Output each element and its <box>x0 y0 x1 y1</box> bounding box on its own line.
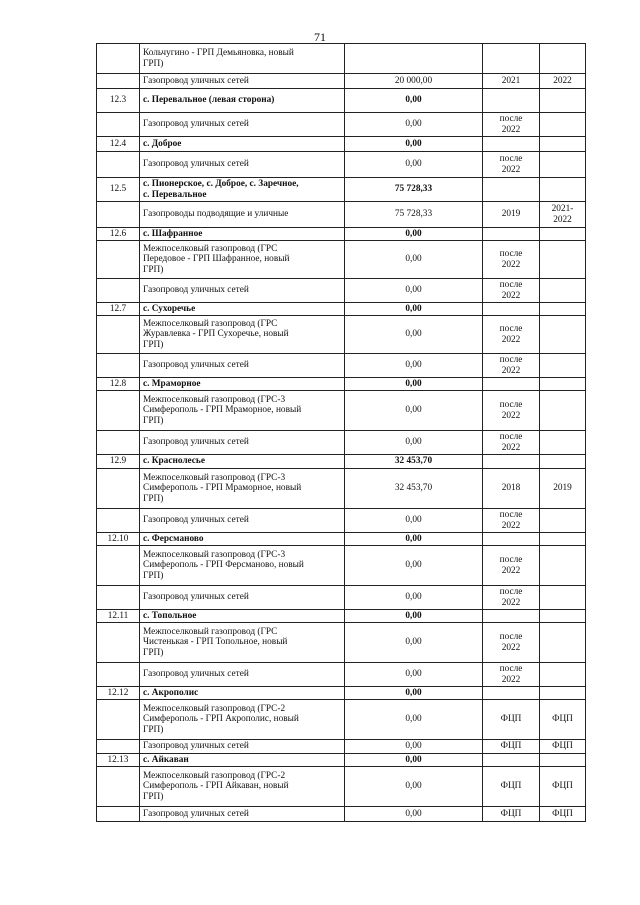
row-name: Газопровод уличных сетей <box>140 663 345 687</box>
row-end-year <box>540 354 586 378</box>
row-number <box>97 431 140 455</box>
row-number <box>97 241 140 279</box>
row-amount: 0,00 <box>345 152 483 178</box>
row-end-year: 2022 <box>540 74 586 89</box>
row-number <box>97 113 140 137</box>
row-end-year <box>540 378 586 391</box>
row-name: Межпоселковый газопровод (ГРС-3 Симферополь - ГРП Мраморное, новый ГРП) <box>140 391 345 431</box>
row-start-year: после 2022 <box>483 431 540 455</box>
row-end-year <box>540 89 586 113</box>
row-end-year: ФЦП <box>540 807 586 822</box>
row-number: 12.10 <box>97 533 140 546</box>
row-start-year: после 2022 <box>483 152 540 178</box>
row-start-year <box>483 303 540 316</box>
table-row <box>97 767 586 807</box>
row-amount: 75 728,33 <box>345 178 483 202</box>
row-start-year <box>483 610 540 623</box>
row-end-year <box>540 44 586 74</box>
row-end-year <box>540 137 586 152</box>
row-end-year: 2019 <box>540 469 586 509</box>
row-name: с. Доброе <box>140 137 345 152</box>
row-number: 12.13 <box>97 754 140 767</box>
table-row <box>97 469 586 509</box>
row-name: Межпоселковый газопровод (ГРС Передовое - ГРП Шафранное, новый ГРП) <box>140 241 345 279</box>
row-amount: 0,00 <box>345 509 483 533</box>
row-amount: 0,00 <box>345 533 483 546</box>
table-row <box>97 113 586 137</box>
row-amount: 0,00 <box>345 241 483 279</box>
table-row <box>97 700 586 740</box>
section-row <box>97 178 586 202</box>
row-name: с. Сухоречье <box>140 303 345 316</box>
row-amount: 20 000,00 <box>345 74 483 89</box>
row-amount: 0,00 <box>345 391 483 431</box>
row-number <box>97 469 140 509</box>
section-row <box>97 687 586 700</box>
page-number: 71 <box>314 30 326 44</box>
row-number: 12.7 <box>97 303 140 316</box>
row-amount: 0,00 <box>345 754 483 767</box>
row-amount: 0,00 <box>345 586 483 610</box>
row-end-year <box>540 316 586 354</box>
row-name: Межпоселковый газопровод (ГРС-2 Симферополь - ГРП Айкаван, новый ГРП) <box>140 767 345 807</box>
row-end-year <box>540 754 586 767</box>
section-row <box>97 610 586 623</box>
row-amount: 0,00 <box>345 431 483 455</box>
row-start-year <box>483 89 540 113</box>
section-row <box>97 455 586 469</box>
section-row <box>97 137 586 152</box>
row-amount: 0,00 <box>345 279 483 303</box>
row-number <box>97 663 140 687</box>
table-row <box>97 316 586 354</box>
row-name: с. Шафранное <box>140 228 345 241</box>
row-amount: 0,00 <box>345 113 483 137</box>
row-end-year <box>540 391 586 431</box>
row-end-year: ФЦП <box>540 767 586 807</box>
table-row <box>97 279 586 303</box>
row-start-year <box>483 378 540 391</box>
row-name: Межпоселковый газопровод (ГРС-2 Симферополь - ГРП Акрополис, новый ГРП) <box>140 700 345 740</box>
row-number <box>97 74 140 89</box>
section-row <box>97 89 586 113</box>
row-amount <box>345 44 483 74</box>
row-end-year <box>540 303 586 316</box>
table-row <box>97 807 586 822</box>
row-number <box>97 202 140 228</box>
row-end-year <box>540 586 586 610</box>
table-row <box>97 663 586 687</box>
row-start-year: ФЦП <box>483 767 540 807</box>
row-start-year: после 2022 <box>483 586 540 610</box>
row-end-year: 2021- 2022 <box>540 202 586 228</box>
row-amount: 75 728,33 <box>345 202 483 228</box>
row-start-year <box>483 44 540 74</box>
row-amount: 0,00 <box>345 378 483 391</box>
row-start-year: 2021 <box>483 74 540 89</box>
row-end-year <box>540 546 586 586</box>
row-start-year: 2019 <box>483 202 540 228</box>
row-start-year: после 2022 <box>483 316 540 354</box>
row-name: с. Пионерское, с. Доброе, с. Заречное, с. Перевальное <box>140 178 345 202</box>
row-start-year: после 2022 <box>483 663 540 687</box>
row-amount: 0,00 <box>345 807 483 822</box>
table-row <box>97 391 586 431</box>
row-start-year <box>483 178 540 202</box>
row-amount: 0,00 <box>345 137 483 152</box>
row-number <box>97 354 140 378</box>
row-name: с. Мраморное <box>140 378 345 391</box>
section-row <box>97 754 586 767</box>
row-number <box>97 152 140 178</box>
row-end-year <box>540 533 586 546</box>
row-end-year <box>540 509 586 533</box>
row-number <box>97 700 140 740</box>
row-number: 12.3 <box>97 89 140 113</box>
row-start-year <box>483 754 540 767</box>
row-number <box>97 586 140 610</box>
row-number <box>97 44 140 74</box>
table-row <box>97 44 586 74</box>
row-start-year <box>483 228 540 241</box>
row-start-year: ФЦП <box>483 700 540 740</box>
row-number: 12.12 <box>97 687 140 700</box>
row-end-year <box>540 228 586 241</box>
row-end-year: ФЦП <box>540 700 586 740</box>
row-name: Газопровод уличных сетей <box>140 509 345 533</box>
row-name: Газопровод уличных сетей <box>140 354 345 378</box>
row-start-year: после 2022 <box>483 279 540 303</box>
row-start-year <box>483 533 540 546</box>
row-amount: 0,00 <box>345 303 483 316</box>
section-row <box>97 378 586 391</box>
row-name: с. Краснолесье <box>140 455 345 469</box>
row-name: с. Ферсманово <box>140 533 345 546</box>
row-end-year <box>540 610 586 623</box>
row-amount: 0,00 <box>345 316 483 354</box>
row-name: с. Айкаван <box>140 754 345 767</box>
row-start-year: после 2022 <box>483 391 540 431</box>
row-number: 12.5 <box>97 178 140 202</box>
row-amount: 0,00 <box>345 740 483 754</box>
row-name: Газопровод уличных сетей <box>140 279 345 303</box>
row-amount: 0,00 <box>345 623 483 663</box>
row-end-year <box>540 687 586 700</box>
row-name: с. Перевальное (левая сторона) <box>140 89 345 113</box>
row-amount: 0,00 <box>345 687 483 700</box>
row-name: Межпоселковый газопровод (ГРС-3 Симферополь - ГРП Мраморное, новый ГРП) <box>140 469 345 509</box>
row-name: Межпоселковый газопровод (ГРС Журавлевка - ГРП Сухоречье, новый ГРП) <box>140 316 345 354</box>
row-number: 12.4 <box>97 137 140 152</box>
row-amount: 0,00 <box>345 89 483 113</box>
row-number <box>97 509 140 533</box>
row-start-year <box>483 687 540 700</box>
table-row <box>97 241 586 279</box>
row-number: 12.6 <box>97 228 140 241</box>
row-number <box>97 546 140 586</box>
row-name: Газопровод уличных сетей <box>140 431 345 455</box>
table-row <box>97 623 586 663</box>
row-start-year <box>483 455 540 469</box>
row-start-year: после 2022 <box>483 623 540 663</box>
row-start-year: после 2022 <box>483 546 540 586</box>
section-row <box>97 303 586 316</box>
row-amount: 0,00 <box>345 354 483 378</box>
row-number <box>97 279 140 303</box>
row-start-year: ФЦП <box>483 807 540 822</box>
row-name: Газопровод уличных сетей <box>140 740 345 754</box>
row-end-year <box>540 279 586 303</box>
row-end-year: ФЦП <box>540 740 586 754</box>
row-number <box>97 316 140 354</box>
row-number <box>97 740 140 754</box>
row-amount: 0,00 <box>345 546 483 586</box>
row-number <box>97 391 140 431</box>
row-end-year <box>540 431 586 455</box>
table-row <box>97 354 586 378</box>
row-end-year <box>540 663 586 687</box>
row-start-year: после 2022 <box>483 113 540 137</box>
row-name: Кольчугино - ГРП Демьяновка, новый ГРП) <box>140 44 345 74</box>
row-amount: 0,00 <box>345 700 483 740</box>
row-number: 12.11 <box>97 610 140 623</box>
row-end-year <box>540 455 586 469</box>
table-row <box>97 74 586 89</box>
table-row <box>97 546 586 586</box>
row-end-year <box>540 152 586 178</box>
table-row <box>97 431 586 455</box>
row-name: Газопровод уличных сетей <box>140 74 345 89</box>
row-name: Межпоселковый газопровод (ГРС-3 Симферополь - ГРП Ферсманово, новый ГРП) <box>140 546 345 586</box>
table-row <box>97 740 586 754</box>
row-end-year <box>540 241 586 279</box>
row-name: с. Топольное <box>140 610 345 623</box>
section-row <box>97 533 586 546</box>
table-row <box>97 509 586 533</box>
row-start-year: после 2022 <box>483 509 540 533</box>
row-number: 12.8 <box>97 378 140 391</box>
row-amount: 32 453,70 <box>345 469 483 509</box>
row-name: Газопровод уличных сетей <box>140 113 345 137</box>
row-name: Газопроводы подводящие и уличные <box>140 202 345 228</box>
row-start-year: после 2022 <box>483 241 540 279</box>
row-start-year <box>483 137 540 152</box>
row-name: Газопровод уличных сетей <box>140 807 345 822</box>
table-row <box>97 586 586 610</box>
table-body <box>97 44 586 822</box>
row-name: Межпоселковый газопровод (ГРС Чистенькая - ГРП Топольное, новый ГРП) <box>140 623 345 663</box>
row-amount: 0,00 <box>345 228 483 241</box>
row-amount: 0,00 <box>345 610 483 623</box>
row-amount: 0,00 <box>345 767 483 807</box>
row-name: Газопровод уличных сетей <box>140 152 345 178</box>
row-name: Газопровод уличных сетей <box>140 586 345 610</box>
row-number <box>97 623 140 663</box>
row-start-year: после 2022 <box>483 354 540 378</box>
row-end-year <box>540 113 586 137</box>
row-end-year <box>540 623 586 663</box>
section-row <box>97 228 586 241</box>
row-name: с. Акрополис <box>140 687 345 700</box>
row-amount: 0,00 <box>345 663 483 687</box>
row-number: 12.9 <box>97 455 140 469</box>
table-row <box>97 152 586 178</box>
row-end-year <box>540 178 586 202</box>
row-number <box>97 807 140 822</box>
gasification-table <box>96 43 586 822</box>
row-number <box>97 767 140 807</box>
row-start-year: 2018 <box>483 469 540 509</box>
row-start-year: ФЦП <box>483 740 540 754</box>
row-amount: 32 453,70 <box>345 455 483 469</box>
table-row <box>97 202 586 228</box>
